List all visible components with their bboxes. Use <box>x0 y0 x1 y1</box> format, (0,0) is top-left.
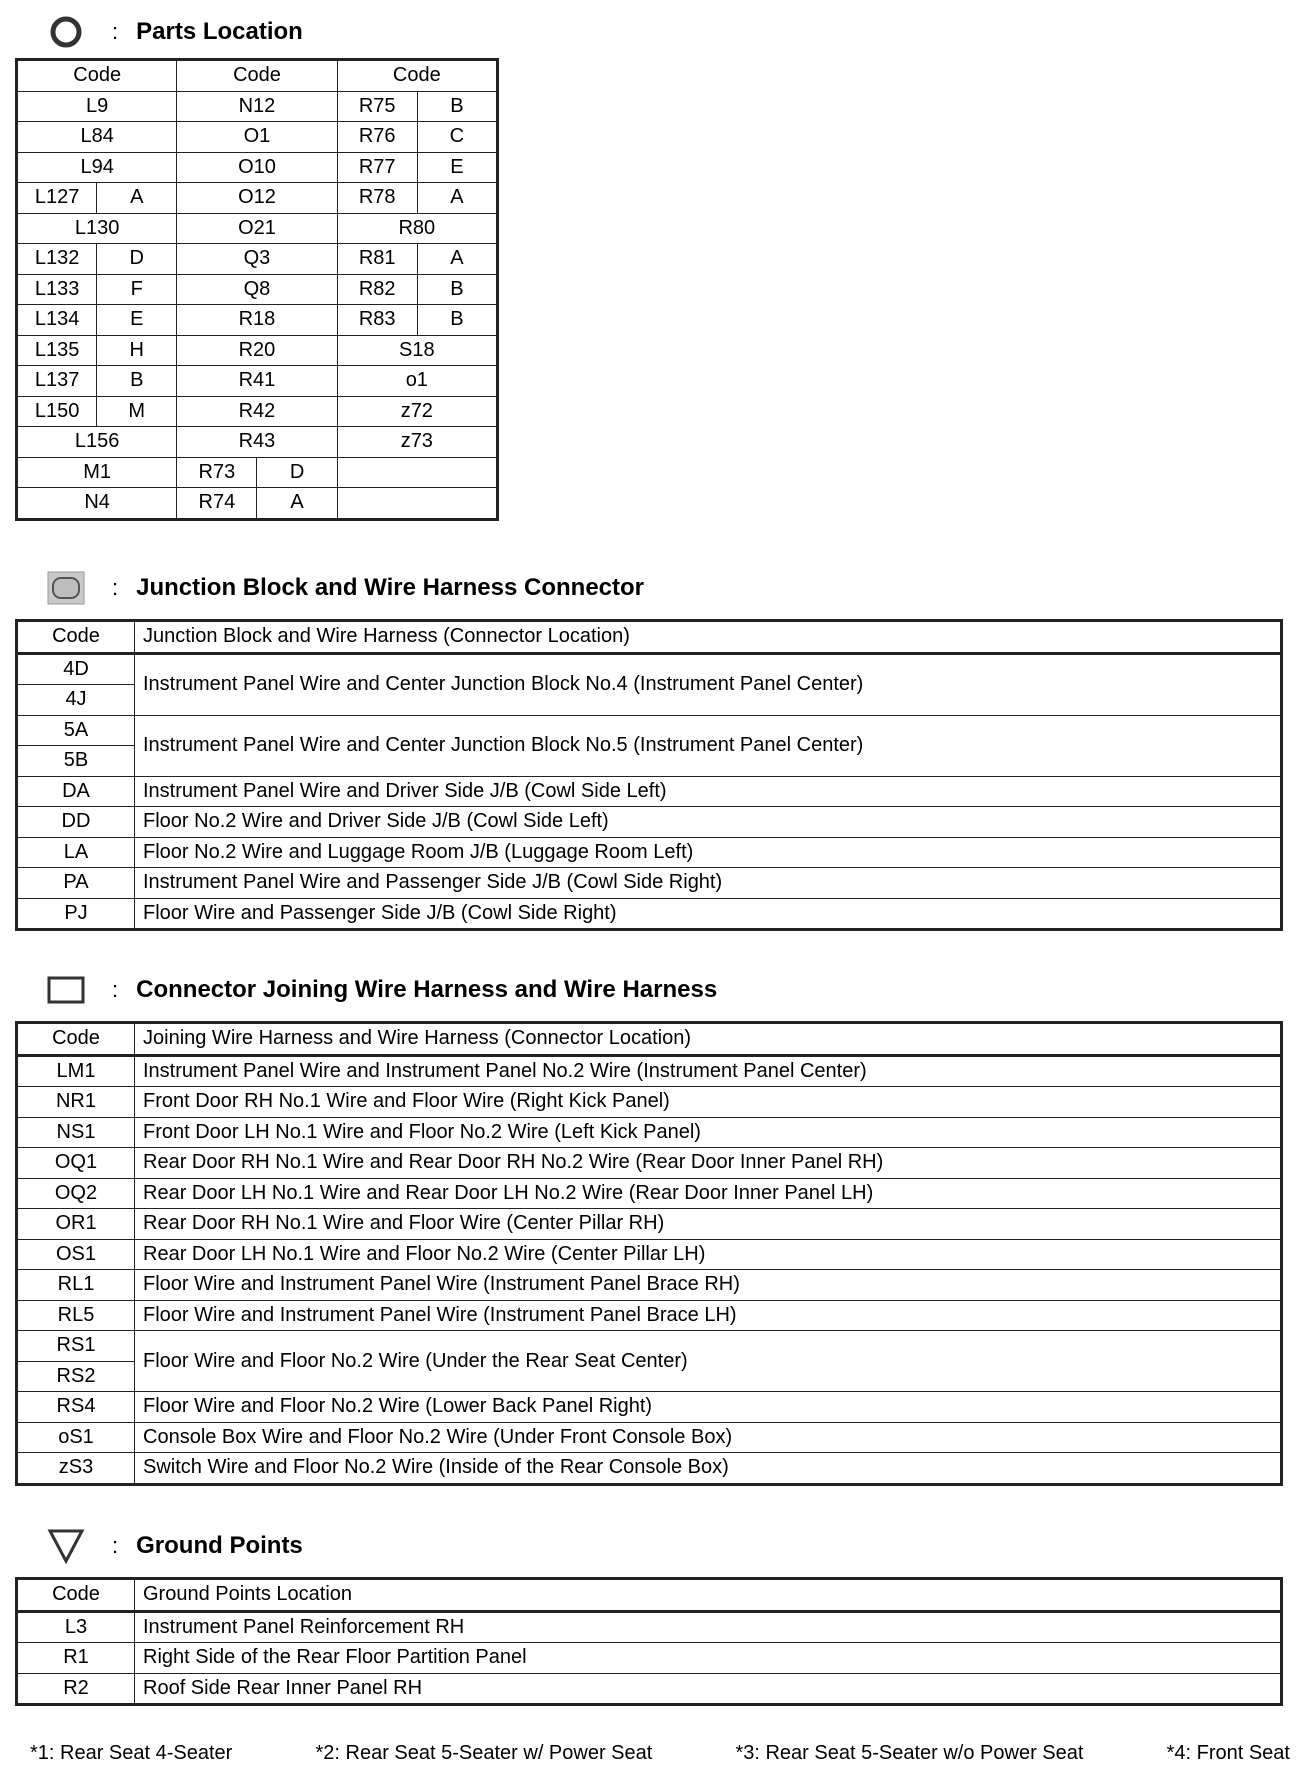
table-row <box>17 1178 1282 1209</box>
part-code: L132 <box>17 244 97 275</box>
table-row <box>17 653 1282 685</box>
heading-colon: : <box>112 19 119 44</box>
part-variant: D <box>257 457 337 488</box>
heading-colon: : <box>112 1533 119 1558</box>
part-code: L94 <box>17 152 177 183</box>
table-row <box>17 122 498 153</box>
connector-code: LA <box>17 837 135 868</box>
section-title: Ground Points <box>136 1532 303 1559</box>
section-title: Junction Block and Wire Harness Connector <box>136 574 645 601</box>
location-description: Rear Door LH No.1 Wire and Rear Door LH No.2 Wire (Rear Door Inner Panel LH) <box>135 1178 1282 1209</box>
part-code: R41 <box>177 366 337 397</box>
table-row <box>17 868 1282 899</box>
table-row <box>17 457 498 488</box>
parts-location-table <box>15 58 499 521</box>
part-code: O12 <box>177 183 337 214</box>
junction-block-heading <box>40 568 644 608</box>
location-description: Floor Wire and Floor No.2 Wire (Lower Back Panel Right) <box>135 1392 1282 1423</box>
section-title: Connector Joining Wire Harness and Wire Harness <box>136 976 718 1003</box>
part-code: R18 <box>177 305 337 336</box>
location-description: Instrument Panel Wire and Driver Side J/B (Cowl Side Left) <box>135 776 1282 807</box>
part-code: R80 <box>337 213 497 244</box>
location-description: Rear Door RH No.1 Wire and Floor Wire (Center Pillar RH) <box>135 1209 1282 1240</box>
connector-code: NS1 <box>17 1117 135 1148</box>
table-header-row <box>17 60 498 92</box>
connector-code: RL5 <box>17 1300 135 1331</box>
connector-code: RS2 <box>17 1361 135 1392</box>
location-description: Instrument Panel Reinforcement RH <box>135 1611 1282 1643</box>
code-header: Code <box>17 1023 135 1056</box>
part-code: z72 <box>337 396 497 427</box>
part-variant: B <box>417 91 497 122</box>
table-row <box>17 1087 1282 1118</box>
part-code: z73 <box>337 427 497 458</box>
location-description: Floor Wire and Instrument Panel Wire (Instrument Panel Brace RH) <box>135 1270 1282 1301</box>
location-description: Floor No.2 Wire and Luggage Room J/B (Luggage Room Left) <box>135 837 1282 868</box>
footnote: *1: Rear Seat 4-Seater <box>30 1742 233 1764</box>
parts-location-heading <box>40 12 303 52</box>
table-row <box>17 1422 1282 1453</box>
footnote: *2: Rear Seat 5-Seater w/ Power Seat <box>315 1742 653 1764</box>
table-row <box>17 1117 1282 1148</box>
connector-code: OS1 <box>17 1239 135 1270</box>
connector-code: RS4 <box>17 1392 135 1423</box>
table-row <box>17 1331 1282 1362</box>
ground-points-table <box>15 1577 1283 1706</box>
connector-code: R1 <box>17 1643 135 1674</box>
part-code: R77 <box>337 152 417 183</box>
location-description: Instrument Panel Wire and Center Junction Block No.5 (Instrument Panel Center) <box>135 715 1282 776</box>
table-row <box>17 776 1282 807</box>
part-code: R78 <box>337 183 417 214</box>
table-row <box>17 427 498 458</box>
location-description: Floor Wire and Instrument Panel Wire (Instrument Panel Brace LH) <box>135 1300 1282 1331</box>
empty-cell <box>337 457 497 488</box>
part-code: N4 <box>17 488 177 520</box>
location-header: Ground Points Location <box>135 1579 1282 1612</box>
part-code: L137 <box>17 366 97 397</box>
connector-code: DA <box>17 776 135 807</box>
part-code: L150 <box>17 396 97 427</box>
junction-block-table <box>15 619 1283 931</box>
location-header: Joining Wire Harness and Wire Harness (Connector Location) <box>135 1023 1282 1056</box>
location-description: Rear Door LH No.1 Wire and Floor No.2 Wire (Center Pillar LH) <box>135 1239 1282 1270</box>
table-row <box>17 152 498 183</box>
heading-colon: : <box>112 575 119 600</box>
table-row <box>17 1392 1282 1423</box>
part-code: R76 <box>337 122 417 153</box>
table-row <box>17 1148 1282 1179</box>
table-row <box>17 183 498 214</box>
location-description: Instrument Panel Wire and Passenger Side J/B (Cowl Side Right) <box>135 868 1282 899</box>
table-row <box>17 807 1282 838</box>
connector-code: NR1 <box>17 1087 135 1118</box>
connector-code: OQ1 <box>17 1148 135 1179</box>
location-description: Floor Wire and Passenger Side J/B (Cowl Side Right) <box>135 898 1282 930</box>
connector-code: 5A <box>17 715 135 746</box>
location-description: Front Door LH No.1 Wire and Floor No.2 Wire (Left Kick Panel) <box>135 1117 1282 1148</box>
table-row <box>17 244 498 275</box>
ground-points-heading <box>40 1526 303 1566</box>
part-code: Q8 <box>177 274 337 305</box>
part-code: O21 <box>177 213 337 244</box>
location-description: Instrument Panel Wire and Instrument Panel No.2 Wire (Instrument Panel Center) <box>135 1055 1282 1087</box>
table-row <box>17 213 498 244</box>
table-row <box>17 1239 1282 1270</box>
part-code: R20 <box>177 335 337 366</box>
part-variant: H <box>97 335 177 366</box>
part-variant: A <box>97 183 177 214</box>
table-row <box>17 1300 1282 1331</box>
part-variant: M <box>97 396 177 427</box>
part-code: R42 <box>177 396 337 427</box>
part-code: R81 <box>337 244 417 275</box>
table-row <box>17 1673 1282 1705</box>
connector-joining-heading <box>40 970 717 1010</box>
table-row <box>17 898 1282 930</box>
table-row <box>17 1643 1282 1674</box>
empty-cell <box>337 488 497 520</box>
shaded-oval-icon <box>40 568 92 608</box>
table-row <box>17 1611 1282 1643</box>
footnote: *3: Rear Seat 5-Seater w/o Power Seat <box>735 1742 1084 1764</box>
part-code: O10 <box>177 152 337 183</box>
part-variant: E <box>97 305 177 336</box>
location-description: Rear Door RH No.1 Wire and Rear Door RH No.2 Wire (Rear Door Inner Panel RH) <box>135 1148 1282 1179</box>
table-row <box>17 1055 1282 1087</box>
part-code: R83 <box>337 305 417 336</box>
table-row <box>17 837 1282 868</box>
code-header: Code <box>17 1579 135 1612</box>
part-variant: A <box>257 488 337 520</box>
table-row <box>17 396 498 427</box>
part-variant: B <box>417 274 497 305</box>
location-description: Roof Side Rear Inner Panel RH <box>135 1673 1282 1705</box>
location-description: Floor No.2 Wire and Driver Side J/B (Cowl Side Left) <box>135 807 1282 838</box>
code-header: Code <box>177 60 337 92</box>
part-code: L84 <box>17 122 177 153</box>
part-variant: A <box>417 244 497 275</box>
part-code: L130 <box>17 213 177 244</box>
location-description: Switch Wire and Floor No.2 Wire (Inside of the Rear Console Box) <box>135 1453 1282 1485</box>
circle-icon <box>40 12 92 52</box>
connector-code: RS1 <box>17 1331 135 1362</box>
part-code: R75 <box>337 91 417 122</box>
connector-code: L3 <box>17 1611 135 1643</box>
part-code: L135 <box>17 335 97 366</box>
part-code: L133 <box>17 274 97 305</box>
part-code: Q3 <box>177 244 337 275</box>
code-header: Code <box>337 60 497 92</box>
location-description: Floor Wire and Floor No.2 Wire (Under the Rear Seat Center) <box>135 1331 1282 1392</box>
connector-code: OR1 <box>17 1209 135 1240</box>
location-description: Right Side of the Rear Floor Partition Panel <box>135 1643 1282 1674</box>
location-description: Front Door RH No.1 Wire and Floor Wire (Right Kick Panel) <box>135 1087 1282 1118</box>
table-row <box>17 274 498 305</box>
part-code: R74 <box>177 488 257 520</box>
connector-code: PJ <box>17 898 135 930</box>
part-variant: B <box>97 366 177 397</box>
location-description: Console Box Wire and Floor No.2 Wire (Under Front Console Box) <box>135 1422 1282 1453</box>
table-row <box>17 91 498 122</box>
part-variant: B <box>417 305 497 336</box>
table-row <box>17 488 498 520</box>
part-code: R82 <box>337 274 417 305</box>
part-code: o1 <box>337 366 497 397</box>
connector-code: oS1 <box>17 1422 135 1453</box>
part-code: L156 <box>17 427 177 458</box>
connector-code: DD <box>17 807 135 838</box>
footnotes <box>30 1742 1290 1765</box>
table-row <box>17 715 1282 746</box>
connector-code: zS3 <box>17 1453 135 1485</box>
connector-code: 5B <box>17 746 135 777</box>
connector-code: 4D <box>17 653 135 685</box>
part-code: S18 <box>337 335 497 366</box>
section-title: Parts Location <box>136 18 303 45</box>
table-row <box>17 1270 1282 1301</box>
connector-code: R2 <box>17 1673 135 1705</box>
connector-code: RL1 <box>17 1270 135 1301</box>
part-code: R73 <box>177 457 257 488</box>
connector-code: PA <box>17 868 135 899</box>
part-code: M1 <box>17 457 177 488</box>
part-code: R43 <box>177 427 337 458</box>
connector-joining-table <box>15 1021 1283 1486</box>
part-code: L9 <box>17 91 177 122</box>
connector-code: OQ2 <box>17 1178 135 1209</box>
part-code: O1 <box>177 122 337 153</box>
part-code: N12 <box>177 91 337 122</box>
triangle-down-icon <box>40 1526 92 1566</box>
connector-code: 4J <box>17 685 135 716</box>
part-variant: E <box>417 152 497 183</box>
part-code: L127 <box>17 183 97 214</box>
location-header: Junction Block and Wire Harness (Connector Location) <box>135 621 1282 654</box>
part-code: L134 <box>17 305 97 336</box>
rectangle-icon <box>40 970 92 1010</box>
table-row <box>17 1453 1282 1485</box>
part-variant: C <box>417 122 497 153</box>
table-row <box>17 1209 1282 1240</box>
table-row <box>17 335 498 366</box>
code-header: Code <box>17 621 135 654</box>
location-description: Instrument Panel Wire and Center Junction Block No.4 (Instrument Panel Center) <box>135 653 1282 715</box>
part-variant: F <box>97 274 177 305</box>
part-variant: A <box>417 183 497 214</box>
heading-colon: : <box>112 977 119 1002</box>
connector-code: LM1 <box>17 1055 135 1087</box>
code-header: Code <box>17 60 177 92</box>
footnote: *4: Front Seat <box>1166 1742 1290 1764</box>
part-variant: D <box>97 244 177 275</box>
table-row <box>17 366 498 397</box>
table-row <box>17 305 498 336</box>
